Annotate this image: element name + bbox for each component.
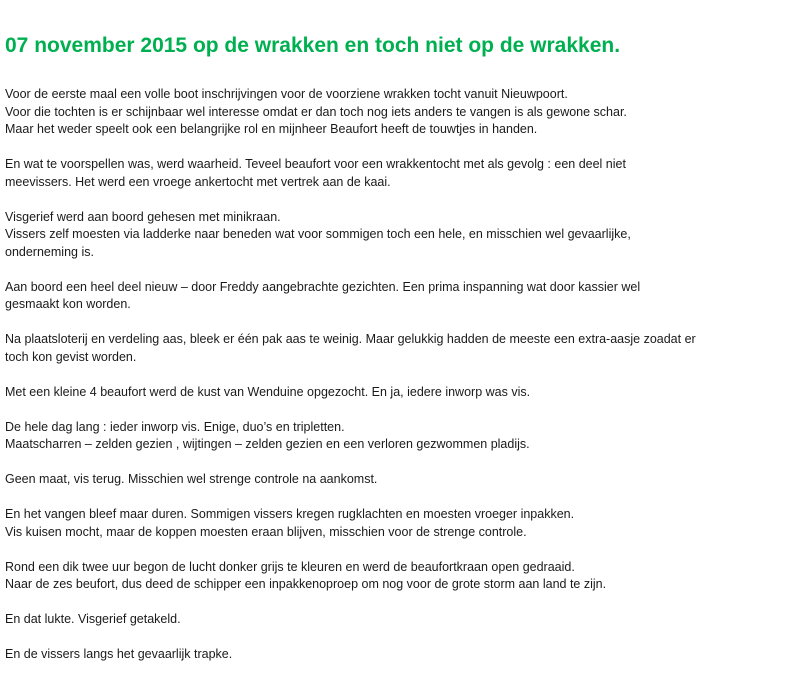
paragraph: [5, 384, 795, 402]
text-line: En het vangen bleef maar duren. Sommigen vissers kregen rugklachten en moesten vroeger inpakken.: [5, 507, 575, 521]
paragraph: [5, 86, 795, 139]
text-line: Vissers zelf moesten via ladderke naar beneden wat voor sommigen toch een hele, en misschien wel gevaarlijke,: [5, 227, 631, 241]
text-line: Voor de eerste maal een volle boot inschrijvingen voor de voorziene wrakken tocht vanuit Nieuwpoort.: [5, 87, 568, 101]
text-line: Maar het weder speelt ook een belangrijke rol en mijnheer Beaufort heeft de touwtjes in handen.: [5, 122, 538, 136]
paragraph: [5, 209, 795, 262]
text-line: meevissers. Het werd een vroege ankertocht met vertrek aan de kaai.: [5, 174, 391, 189]
paragraph: [5, 559, 795, 594]
text-line: onderneming is.: [5, 244, 94, 259]
paragraph: [5, 279, 795, 314]
paragraph: [5, 471, 795, 489]
paragraph: [5, 419, 795, 454]
paragraph: [5, 611, 795, 629]
document-body: [5, 33, 795, 681]
text-line: gesmaakt kon worden.: [5, 297, 131, 311]
paragraph: [5, 156, 795, 191]
paragraph: [5, 506, 795, 541]
text-line: Voor die tochten is er schijnbaar wel interesse omdat er dan toch nog iets anders te vangen is als gewone schar.: [5, 104, 627, 119]
text-line: Visgerief werd aan boord gehesen met minikraan.: [5, 209, 281, 224]
text-line: De hele dag lang : ieder inworp vis. Enige, duo’s en tripletten.: [5, 419, 345, 434]
text-line: En wat te voorspellen was, werd waarheid. Teveel beaufort voor een wrakkentocht met als gevolg : een deel niet: [5, 157, 626, 171]
text-line: Met een kleine 4 beaufort werd de kust van Wenduine opgezocht. En ja, iedere inworp was vis.: [5, 384, 531, 399]
text-line: Rond een dik twee uur begon de lucht donker grijs te kleuren en werd de beaufortkraan open gedraaid.: [5, 559, 575, 574]
text-line: En de vissers langs het gevaarlijk trapke.: [5, 647, 233, 661]
paragraph: [5, 331, 795, 366]
text-line: En dat lukte. Visgerief getakeld.: [5, 612, 181, 626]
text-line: toch kon gevist worden.: [5, 349, 137, 364]
paragraph-list: [5, 86, 795, 664]
page-title: 07 november 2015 op de wrakken en toch niet op de wrakken.: [5, 34, 621, 57]
text-line: Naar de zes beufort, dus deed de schipper een inpakkenoproep om nog voor de grote storm aan land te zijn.: [5, 577, 607, 591]
text-line: Na plaatsloterij en verdeling aas, bleek er één pak aas te weinig. Maar gelukkig hadden de meeste een extra-aasje zoadat er: [5, 332, 696, 346]
text-line: Vis kuisen mocht, maar de koppen moesten eraan blijven, misschien voor de strenge controle.: [5, 524, 527, 539]
text-line: Aan boord een heel deel nieuw – door Freddy aangebrachte gezichten. Een prima inspanning wat door kassier wel: [5, 279, 641, 294]
paragraph: [5, 646, 795, 664]
text-line: Geen maat, vis terug. Misschien wel strenge controle na aankomst.: [5, 472, 378, 486]
text-line: Maatscharren – zelden gezien , wijtingen – zelden gezien en een verloren gezwommen pladijs.: [5, 437, 530, 451]
